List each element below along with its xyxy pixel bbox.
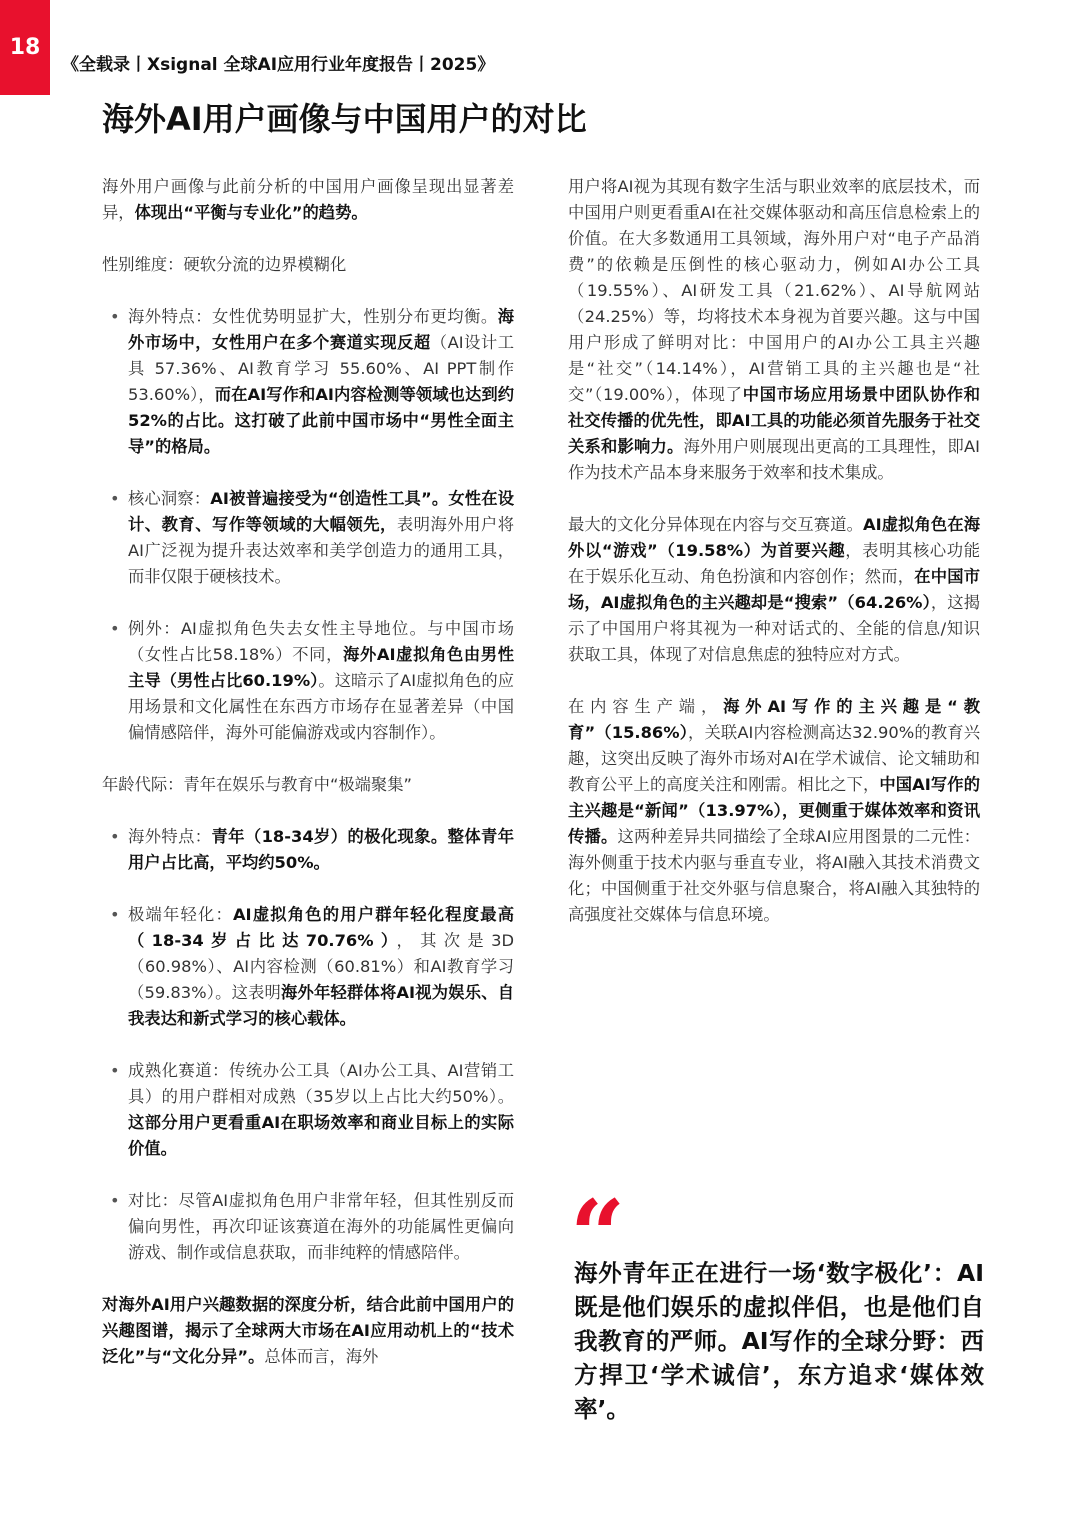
- list-item: • 例外：AI虚拟角色失去女性主导地位。与中国市场（女性占比58.18%）不同，海外AI虚拟角色由男性主导（男性占比60.19%）。这暗示了AI虚拟角色的应用场景和文化属性在东西方市场存在显著差异（中国偏情感陪伴，海外可能偏游戏或内容制作）。: [102, 616, 514, 746]
- intro-paragraph: 海外用户画像与此前分析的中国用户画像呈现出显著差异，体现出“平衡与专业化”的趋势。: [102, 177, 514, 222]
- running-header: 《全载录丨Xsignal 全球AI应用行业年度报告丨2025》: [62, 55, 495, 75]
- list-item: • 海外特点：青年（18-34岁）的极化现象。整体青年用户占比高，平均约50%。: [102, 824, 514, 876]
- age-list: [102, 824, 514, 1266]
- page-number-badge: 18: [0, 0, 50, 95]
- list-item: • 海外特点：女性优势明显扩大，性别分布更均衡。海外市场中，女性用户在多个赛道实现反超（AI设计工具 57.36%、AI教育学习 55.60%、AI PPT制作 53.60%），而在AI写作和AI内容检测等领域也达到约52%的占比。这打破了此前中国市场中“男性全面主导”的格局。: [102, 304, 514, 460]
- quote-mark-icon: “: [570, 1179, 626, 1292]
- gender-list: [102, 304, 514, 746]
- page-title: 海外AI用户画像与中国用户的对比: [102, 100, 587, 138]
- paragraph: 最大的文化分异体现在内容与交互赛道。AI虚拟角色在海外以“游戏”（19.58%）为首要兴趣，表明其核心功能在于娱乐化互动、角色扮演和内容创作；然而，在中国市场，AI虚拟角色的主兴趣却是“搜索”（64.26%），这揭示了中国用户将其视为一种对话式的、全能的信息/知识获取工具，体现了对信息焦虑的独特应对方式。: [568, 515, 980, 664]
- quote-text: 海外青年正在进行一场‘数字极化’：AI既是他们娱乐的虚拟伴侣，也是他们自我教育的严师。AI写作的全球分野：西方捍卫‘学术诚信’，东方追求‘媒体效率’。: [574, 1259, 984, 1423]
- paragraph: 在内容生产端，海外AI写作的主兴趣是“教育”（15.86%），关联AI内容检测高达32.90%的教育兴趣，这突出反映了海外市场对AI在学术诚信、论文辅助和教育公平上的高度关注和刚需。相比之下，中国AI写作的主兴趣是“新闻”（13.97%），更侧重于媒体效率和资讯传播。这两种差异共同描绘了全球AI应用图景的二元性：海外侧重于技术内驱与垂直专业，将AI融入其技术消费文化；中国侧重于社交外驱与信息聚合，将AI融入其独特的高强度社交媒体与信息环境。: [568, 697, 980, 924]
- pull-quote: [570, 1179, 984, 1426]
- gender-heading: 性别维度：硬软分流的边界模糊化: [102, 255, 347, 274]
- paragraph: 用户将AI视为其现有数字生活与职业效率的底层技术，而中国用户则更看重AI在社交媒体驱动和高压信息检索上的价值。在大多数通用工具领域，海外用户对“电子产品消费”的依赖是压倒性的核心驱动力，例如AI办公工具（19.55%）、AI研发工具（21.62%）、AI导航网站（24.25%）等，均将技术本身视为首要兴趣。这与中国用户形成了鲜明对比：中国用户的AI办公工具主兴趣是“社交”（14.14%），AI营销工具的主兴趣也是“社交”（19.00%），体现了中国市场应用场景中团队协作和社交传播的优先性，即AI工具的功能必须首先服务于社交关系和影响力。海外用户则展现出更高的工具理性，即AI作为技术产品本身来服务于效率和技术集成。: [568, 177, 980, 482]
- list-item: • 极端年轻化：AI虚拟角色的用户群年轻化程度最高（18-34岁占比达70.76%），其次是3D（60.98%）、AI内容检测（60.81%）和AI教育学习（59.83%）。这表明海外年轻群体将AI视为娱乐、自我表达和新式学习的核心载体。: [102, 902, 514, 1032]
- closing-paragraph: 对海外AI用户兴趣数据的深度分析，结合此前中国用户的兴趣图谱，揭示了全球两大市场在AI应用动机上的“技术泛化”与“文化分异”。总体而言，海外: [102, 1295, 514, 1366]
- left-column: [102, 174, 514, 1396]
- age-heading: 年龄代际：青年在娱乐与教育中“极端聚集”: [102, 775, 412, 794]
- list-item: • 成熟化赛道：传统办公工具（AI办公工具、AI营销工具）的用户群相对成熟（35岁以上占比大约50%）。这部分用户更看重AI在职场效率和商业目标上的实际价值。: [102, 1058, 514, 1162]
- right-column: [568, 174, 980, 954]
- list-item: • 核心洞察：AI被普遍接受为“创造性工具”。女性在设计、教育、写作等领域的大幅领先，表明海外用户将AI广泛视为提升表达效率和美学创造力的通用工具，而非仅限于硬核技术。: [102, 486, 514, 590]
- list-item: • 对比：尽管AI虚拟角色用户非常年轻，但其性别反而偏向男性，再次印证该赛道在海外的功能属性更偏向游戏、制作或信息获取，而非纯粹的情感陪伴。: [102, 1188, 514, 1266]
